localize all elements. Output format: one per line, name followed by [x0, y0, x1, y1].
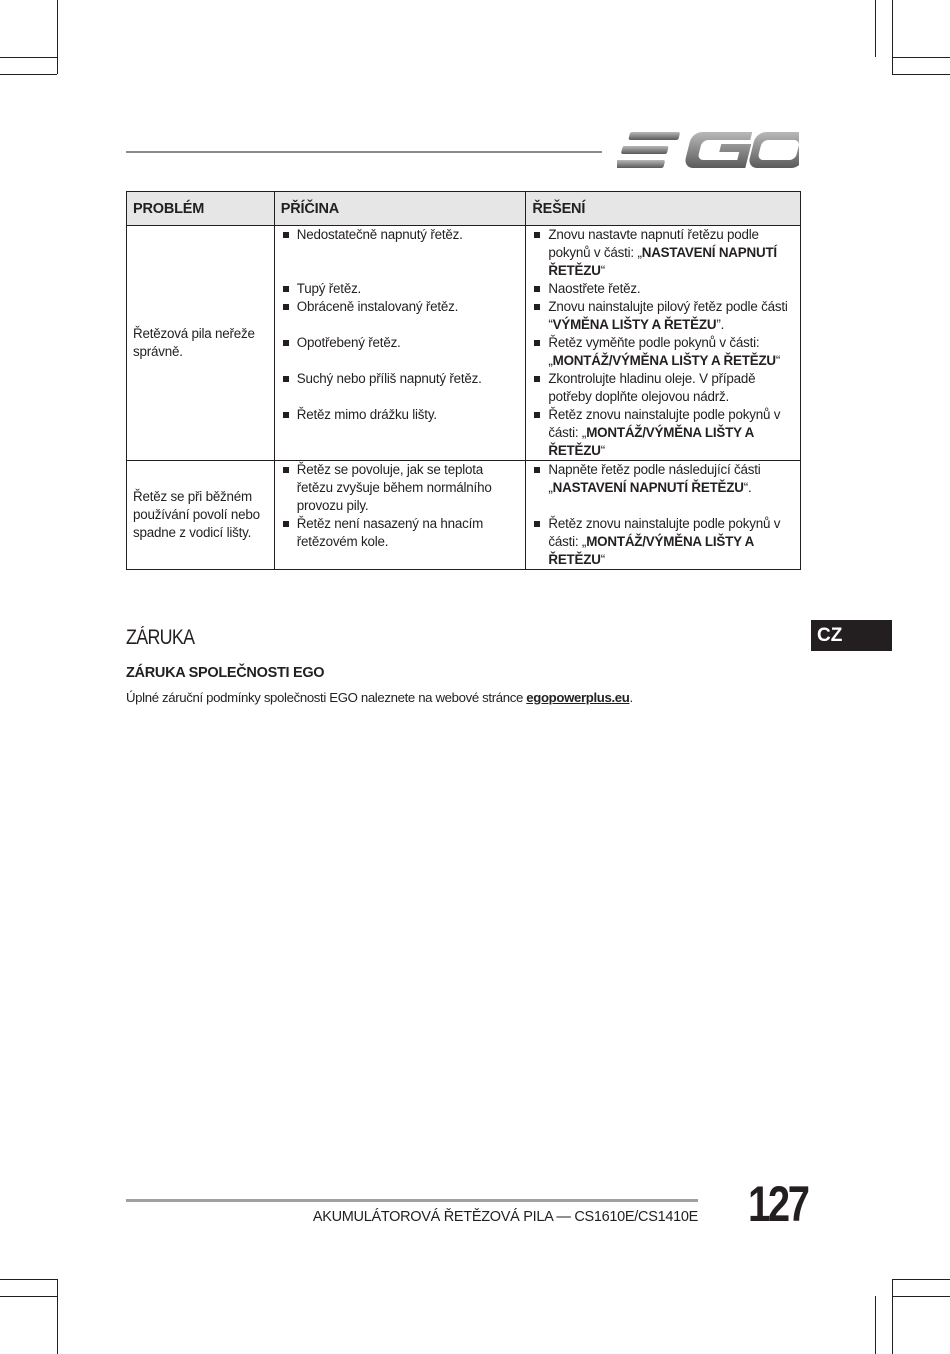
- crop-mark: [892, 0, 893, 74]
- solution-cell: [526, 298, 801, 334]
- cause-text: Obráceně instalovaný řetěz.: [281, 298, 520, 316]
- warranty-heading: ZÁRUKA: [126, 626, 195, 649]
- crop-mark: [0, 57, 57, 58]
- cause-cell: [274, 298, 526, 334]
- crop-mark: [57, 1279, 58, 1354]
- warranty-text-body: Úplné záruční podmínky společnosti EGO naleznete na webové stránce: [126, 690, 527, 705]
- crop-mark: [875, 0, 876, 57]
- cause-cell: [274, 280, 526, 298]
- warranty-text-end: .: [629, 690, 633, 705]
- cause-cell: [274, 226, 526, 281]
- cause-cell: [274, 461, 526, 516]
- table-header-row: [127, 192, 801, 226]
- warranty-subheading: ZÁRUKA SPOLEČNOSTI EGO: [126, 665, 325, 681]
- solution-text: Řetěz znovu nainstalujte podle pokynů v části: „MONTÁŽ/VÝMĚNA LIŠTY A ŘETĚZU“: [532, 515, 794, 569]
- solution-cell: [526, 334, 801, 370]
- solution-cell: [526, 226, 801, 281]
- header-cause: PŘÍČINA: [274, 192, 526, 226]
- crop-mark: [57, 0, 58, 74]
- cause-text: Opotřebený řetěz.: [281, 334, 520, 352]
- cause-cell: [274, 515, 526, 570]
- warranty-link[interactable]: egopowerplus.eu: [526, 690, 630, 705]
- solution-text: Zkontrolujte hladinu oleje. V případě potřeby doplňte olejovou nádrž.: [532, 370, 794, 406]
- crop-mark: [0, 74, 57, 75]
- cause-text: Řetěz není nasazený na hnacím řetězovém kole.: [281, 515, 520, 551]
- cause-text: Řetěz se povoluje, jak se teplota řetězu zvyšuje během normálního provozu pily.: [281, 461, 520, 515]
- crop-mark: [892, 57, 950, 58]
- cause-text: Řetěz mimo drážku lišty.: [281, 406, 520, 424]
- footer-title: AKUMULÁTOROVÁ ŘETĚZOVÁ PILA — CS1610E/CS1410E: [312, 1209, 698, 1225]
- language-tab: CZ: [811, 620, 892, 651]
- solution-cell: [526, 515, 801, 570]
- ego-logo: [617, 129, 799, 171]
- cause-text: Tupý řetěz.: [281, 280, 520, 298]
- crop-mark: [892, 1279, 950, 1280]
- solution-text: Naostřete řetěz.: [532, 280, 794, 298]
- solution-text: Znovu nainstalujte pilový řetěz podle části “VÝMĚNA LIŠTY A ŘETĚZU”.: [532, 298, 794, 334]
- footer-rule: [126, 1199, 698, 1202]
- crop-mark: [0, 1279, 57, 1280]
- crop-mark: [892, 1279, 893, 1354]
- crop-mark: [0, 1296, 57, 1297]
- solution-cell: [526, 370, 801, 406]
- warranty-text: [126, 690, 633, 705]
- header-rule: [126, 151, 602, 153]
- cause-cell: [274, 334, 526, 370]
- crop-mark: [892, 1296, 950, 1297]
- solution-cell: [526, 280, 801, 298]
- crop-mark: [875, 1296, 876, 1354]
- header-problem: PROBLÉM: [127, 192, 275, 226]
- cause-cell: [274, 370, 526, 406]
- troubleshooting-table: [126, 191, 801, 570]
- table-row: [127, 461, 801, 516]
- cause-text: Nedostatečně napnutý řetěz.: [281, 226, 520, 244]
- solution-cell: [526, 406, 801, 461]
- solution-text: Znovu nastavte napnutí řetězu podle pokynů v části: „NASTAVENÍ NAPNUTÍ ŘETĚZU“: [532, 226, 794, 280]
- problem-cell: Řetězová pila neřeže správně.: [127, 226, 275, 461]
- problem-cell: Řetěz se při běžném používání povolí nebo spadne z vodicí lišty.: [127, 461, 275, 570]
- table-row: [127, 226, 801, 281]
- crop-mark: [892, 74, 950, 75]
- page-number: 127: [748, 1176, 808, 1232]
- solution-text: Napněte řetěz podle následující části „NASTAVENÍ NAPNUTÍ ŘETĚZU“.: [532, 461, 794, 497]
- header-solution: ŘEŠENÍ: [526, 192, 801, 226]
- solution-cell: [526, 461, 801, 516]
- solution-text: Řetěz znovu nainstalujte podle pokynů v části: „MONTÁŽ/VÝMĚNA LIŠTY A ŘETĚZU“: [532, 406, 794, 460]
- cause-cell: [274, 406, 526, 461]
- cause-text: Suchý nebo příliš napnutý řetěz.: [281, 370, 520, 388]
- solution-text: Řetěz vyměňte podle pokynů v části: „MONTÁŽ/VÝMĚNA LIŠTY A ŘETĚZU“: [532, 334, 794, 370]
